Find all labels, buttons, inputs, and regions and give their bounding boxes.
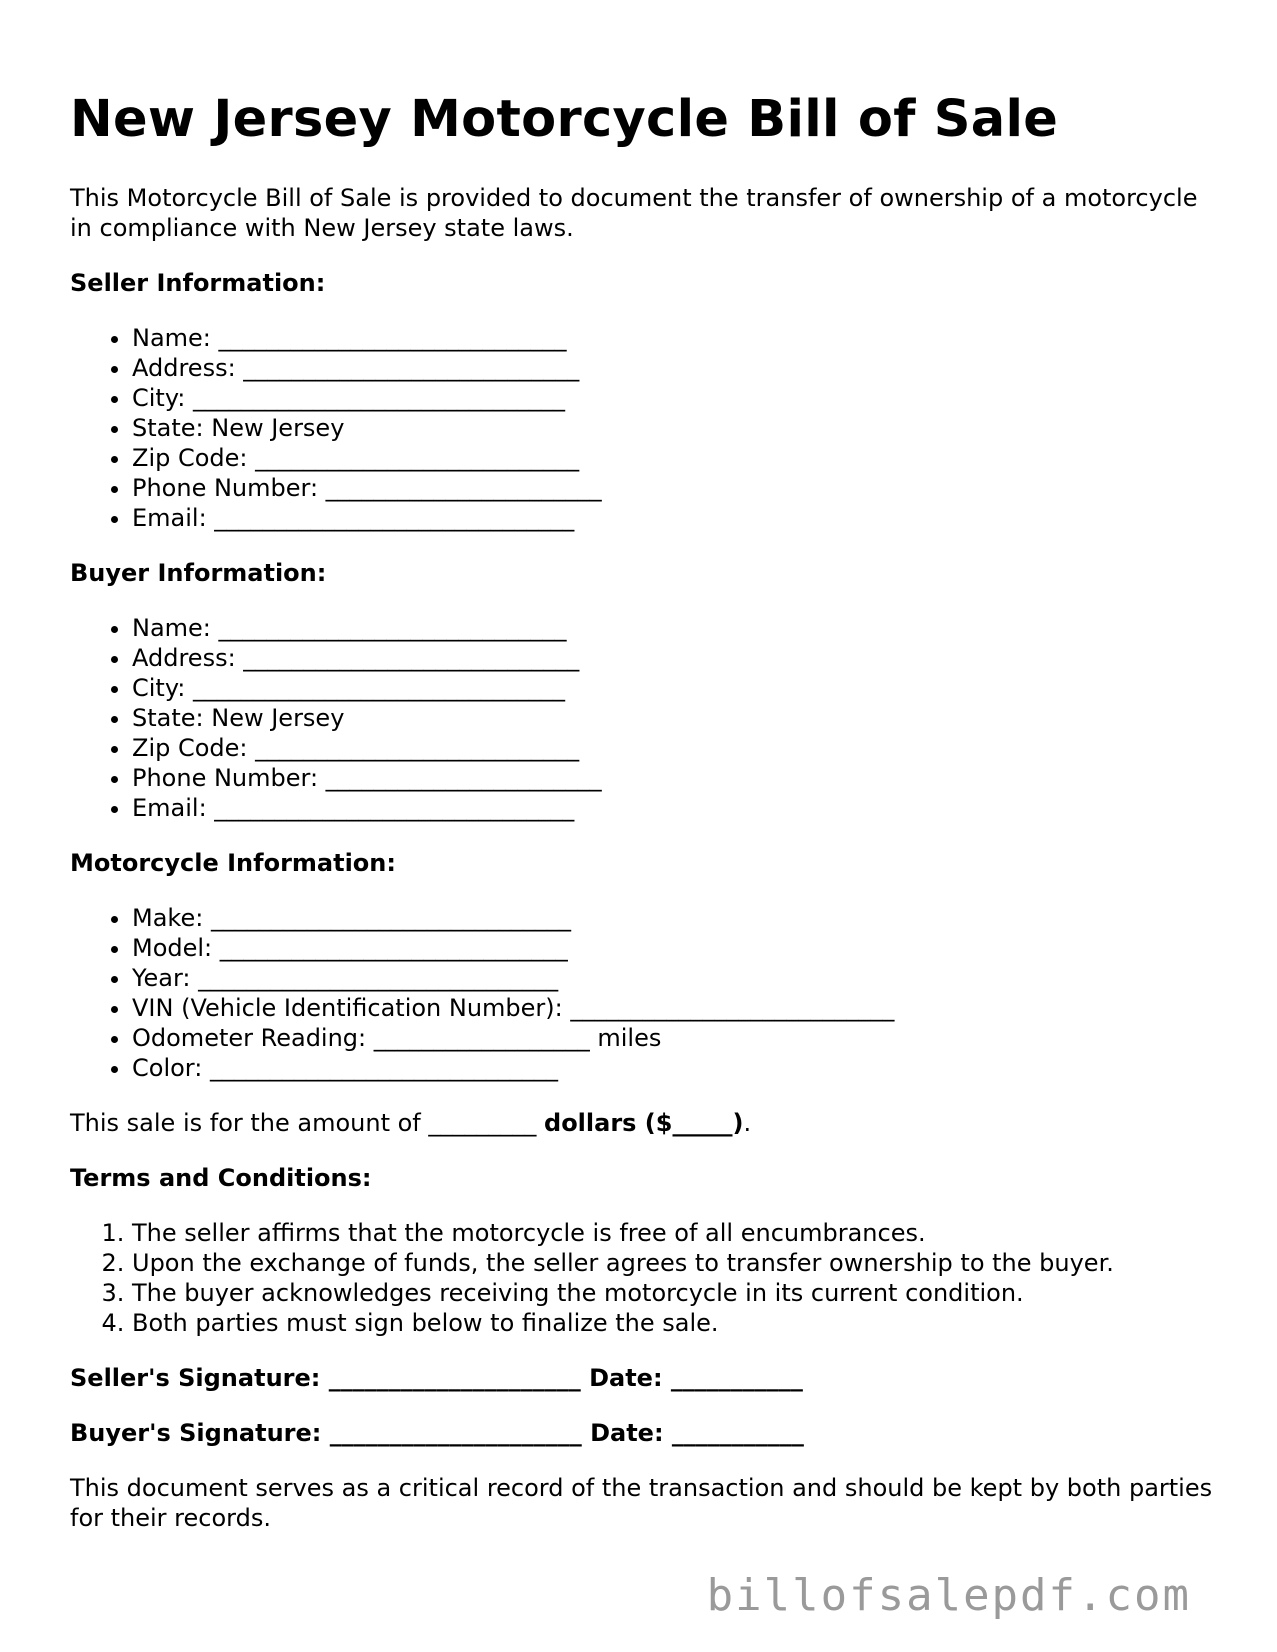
motorcycle-color-field: • Color: _____________________________ bbox=[132, 1053, 1220, 1083]
closing-paragraph: This document serves as a critical record of the transaction and should be kept by both parties for their records. bbox=[70, 1474, 1213, 1532]
buyer-signature-line: Buyer's Signature: _____________________ Date: ___________ bbox=[70, 1419, 804, 1447]
sale-amount-suffix: . bbox=[743, 1109, 752, 1137]
term-item: 4. Both parties must sign below to finalize the sale. bbox=[132, 1308, 1220, 1338]
buyer-zip-field: • Zip Code: ___________________________ bbox=[132, 733, 1220, 763]
motorcycle-year-field: • Year: ______________________________ bbox=[132, 963, 1220, 993]
term-item: 1. The seller affirms that the motorcycle is free of all encumbrances. bbox=[132, 1218, 1220, 1248]
terms-heading: Terms and Conditions: bbox=[70, 1164, 372, 1192]
buyer-phone-field: • Phone Number: _______________________ bbox=[132, 763, 1220, 793]
buyer-name-field: • Name: _____________________________ bbox=[132, 613, 1220, 643]
buyer-email-field: • Email: ______________________________ bbox=[132, 793, 1220, 823]
seller-phone-field: • Phone Number: _______________________ bbox=[132, 473, 1220, 503]
seller-name-field: • Name: _____________________________ bbox=[132, 323, 1220, 353]
seller-state-field: • State: New Jersey bbox=[132, 413, 1220, 443]
term-item: 3. The buyer acknowledges receiving the motorcycle in its current condition. bbox=[132, 1278, 1220, 1308]
motorcycle-heading: Motorcycle Information: bbox=[70, 849, 396, 877]
motorcycle-model-field: • Model: _____________________________ bbox=[132, 933, 1220, 963]
sale-amount-prefix: This sale is for the amount of _________ bbox=[70, 1109, 545, 1137]
buyer-address-field: • Address: ____________________________ bbox=[132, 643, 1220, 673]
seller-signature-line: Seller's Signature: _____________________ Date: ___________ bbox=[70, 1364, 803, 1392]
seller-email-field: • Email: ______________________________ bbox=[132, 503, 1220, 533]
motorcycle-vin-field: • VIN (Vehicle Identification Number): ___________________________ bbox=[132, 993, 1220, 1023]
seller-list bbox=[70, 323, 1220, 533]
document-title: New Jersey Motorcycle Bill of Sale bbox=[70, 90, 1059, 149]
motorcycle-list bbox=[70, 903, 1220, 1083]
seller-zip-field: • Zip Code: ___________________________ bbox=[132, 443, 1220, 473]
watermark-text: billofsalepdf.com bbox=[706, 1570, 1191, 1621]
intro-paragraph: This Motorcycle Bill of Sale is provided to document the transfer of ownership of a motorcycle in compliance with New Jersey state laws. bbox=[70, 184, 1198, 242]
buyer-heading: Buyer Information: bbox=[70, 559, 327, 587]
buyer-list bbox=[70, 613, 1220, 823]
sale-amount-line bbox=[70, 1108, 1220, 1138]
motorcycle-make-field: • Make: ______________________________ bbox=[132, 903, 1220, 933]
terms-list bbox=[70, 1218, 1220, 1338]
buyer-city-field: • City: _______________________________ bbox=[132, 673, 1220, 703]
seller-address-field: • Address: ____________________________ bbox=[132, 353, 1220, 383]
motorcycle-odometer-field: • Odometer Reading: __________________ miles bbox=[132, 1023, 1220, 1053]
seller-city-field: • City: _______________________________ bbox=[132, 383, 1220, 413]
seller-heading: Seller Information: bbox=[70, 269, 326, 297]
buyer-state-field: • State: New Jersey bbox=[132, 703, 1220, 733]
document-page bbox=[70, 82, 1220, 1533]
term-item: 2. Upon the exchange of funds, the seller agrees to transfer ownership to the buyer. bbox=[132, 1248, 1220, 1278]
sale-amount-dollars: dollars ($_____) bbox=[544, 1109, 744, 1137]
